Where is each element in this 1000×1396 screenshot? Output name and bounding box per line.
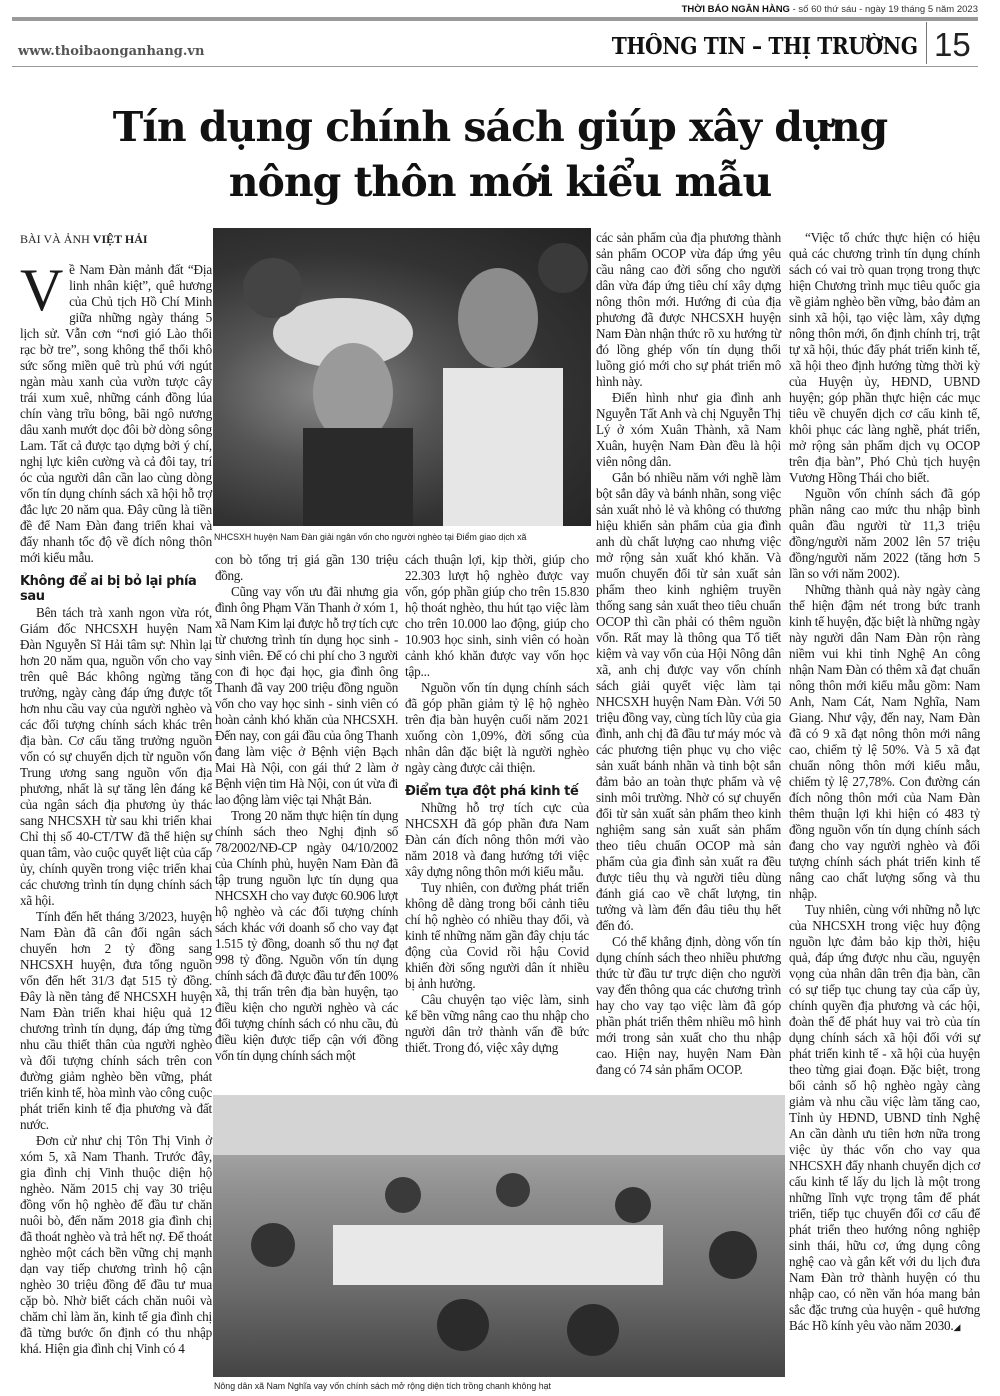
header-bar [12,17,978,21]
dropcap: V [20,257,64,323]
paragraph [789,902,980,1335]
paragraph: cách thuận lợi, kịp thời, giúp cho 22.303 lượt hộ nghèo được vay vốn, góp phần giúp cho trên 15.830 hộ thoát nghèo, thu hút tạo việc làm cho trên 10.000 lao động, giúp cho 10.903 học sinh, sinh viên có hoàn cảnh khó khăn được vay vốn học tập... [405,552,589,679]
divider [926,22,927,64]
column-1 [20,257,212,1357]
end-mark: ◢ [953,1322,961,1332]
subheading: Không để ai bị bỏ lại phía sau [20,574,197,604]
divider [12,66,978,67]
paper-name: THỜI BÁO NGÂN HÀNG [681,4,790,15]
article-title [40,100,960,210]
paragraph: Tuy nhiên, con đường phát triển không dễ dàng trong bối cảnh tiêu chí hộ nghèo có nhiều thay đổi, và kinh tế những năm gần đây chịu tác động của Covid rồi hậu Covid khiến đời sống người dân ít nhiều bị ảnh hưởng. [405,880,589,991]
lead-text: ề Nam Đàn mảnh đất “Địa linh nhân kiệt”, quê hương của Chủ tịch Hồ Chí Minh giữa những ngày tháng 5 lịch sử. Vẫn cơn “nơi gió Lào thổi rạc bờ tre”, song không thể thổi khô sức sống miền quê trù phú với ngút ngàn màu xanh của vườn tược cây trái xum xuê, những cánh đồng lúa chín vàng trĩu bông, bãi ngô nương dâu xanh mướt dọc đôi bờ dòng sông Lam. Tất cả được tạo dựng bởi ý chí, nghị lực kiên cường và cả đôi tay, trí óc của người dân cần lao cùng dòng vốn tín dụng chính sách xã hội hỗ trợ đắc lực 20 năm qua. Đây cũng là tiền đề để Nam Đàn đang triển khai và đẩy nhanh tốc độ về đích nông thôn mới kiểu mẫu. [20,262,212,565]
paragraph: con bò tổng trị giá gần 130 triệu đồng. [215,552,398,583]
column-4 [596,230,781,1078]
paragraph: Cũng vay vốn ưu đãi nhưng gia đình ông Phạm Văn Thanh ở xóm 1, xã Nam Kim lại được hỗ trợ tích cực từ chương trình tín dụng học sinh - sinh viên. Để có chi phí cho 3 người con đi học đại học, gia đình ông Thanh đã vay 200 triệu đồng nguồn vốn cho vay học sinh - sinh viên có hoàn cảnh khó khăn của NHCSXH. Đến nay, con gái đầu của ông Thanh đang làm việc ở Bệnh viện Bạch Mai Hà Nội, con gái thứ 2 làm ở Bệnh viện tim Hà Nội, con út vừa đi lao động làm việc tại Nhật Bản. [215,584,398,807]
section-title: THÔNG TIN – THỊ TRƯỜNG [612,33,918,60]
photo-farmers-at-transaction-point [213,1095,785,1377]
photo-caption: NHCSXH huyện Nam Đàn giải ngân vốn cho người nghèo tại Điểm giao dịch xã [214,532,527,543]
paragraph: Có thể khẳng định, dòng vốn tín dụng chính sách theo nhiều phương thức từ đầu tư trực diện cho người vay đến thông qua các chương trình hay cho vay tạo việc làm đã góp phần phát triển thêm nhiều mô hình mới trong sản xuất cho thu nhập cao. Hiện nay, huyện Nam Đàn đang có 74 sản phẩm OCOP. [596,934,781,1077]
paragraph: Điển hình như gia đình anh Nguyễn Tất Anh và chị Nguyễn Thị Lý ở xóm Xuân Thành, xã Nam Xuân, huyện Nam Đàn đều là hội viên nông dân. [596,390,781,469]
subheading: Điểm tựa đột phá kinh tế [405,784,579,799]
paragraph: Nguồn vốn tín dụng chính sách đã góp phần giảm tỷ lệ hộ nghèo trên địa bàn huyện cuối năm 2021 xuống còn 1,09%, đời sống của nhân dân đặc biệt là người nghèo ngày càng được cải thiện. [405,680,589,775]
page-number: 15 [934,26,971,63]
paragraph: Những hỗ trợ tích cực của NHCSXH đã góp phần đưa Nam Đàn cán đích nông thôn mới vào năm 2018 và đang hướng tới việc xây dựng nông thôn mới kiểu mẫu. [405,800,589,879]
paragraph: Đơn cử như chị Tôn Thị Vinh ở xóm 5, xã Nam Thanh. Trước đây, gia đình chị Vinh thuộc diện hộ nghèo. Năm 2015 chị vay 30 triệu đồng vốn hộ nghèo để đầu tư chăn nuôi bò, đến năm 2018 gia đình chị đã thoát nghèo và trả hết nợ. Để thoát nghèo một cách bền vững chị mạnh dạn vay tiếp chương trình hộ cận nghèo 30 triệu đồng để đầu tư mua cặp bò. Nhờ biết cách chăn nuôi và chăm chỉ làm ăn, kinh tế gia đình chị đã từng bước ổn định có thu nhập khá. Hiện gia đình chị Vinh có 4 [20,1133,212,1356]
paragraph-text: Tuy nhiên, cùng với những nỗ lực của NHCSXH trong việc huy động nguồn lực đảm bảo kịp thời, hiệu quả, đáp ứng được nhu cầu, nguyện vọng của nhân dân trên địa bàn, cần có sự tiếp tục chung tay của cấp ủy, chính quyền địa phương và các hội, đoàn thể để phát huy vai trò của tín dụng chính sách xã hội đối với sự phát triển kinh tế - xã hội của huyện theo từng giai đoạn. Đặc biệt, trong bối cảnh số hộ nghèo ngày càng giảm và nhu cầu việc làm tăng cao, Tỉnh ủy HĐND, UBND tỉnh Nghệ An cần dành ưu tiên hơn nữa trong việc ủy thác vốn cho vay qua NHCSXH đẩy nhanh chuyển dịch cơ cấu kinh tế lấy du lịch là một trong những lĩnh vực trọng tâm để phát triển, tiếp tục chuyển đổi cơ cấu để phát triển theo hướng nông nghiệp sinh thái, hữu cơ, ứng dụng công nghệ cao và gắn kết với du lịch đưa Nam Đàn trở thành huyện có thu nhập cao, có nền văn hóa mang bản sắc đặc trưng của huyện - quê hương Bác Hồ kính yêu vào năm 2030. [789,902,980,1333]
paragraph: Gắn bó nhiều năm với nghề làm bột sắn dây và bánh nhãn, song việc sản xuất nhỏ lẻ và không có thương hiệu khiến sản phẩm của gia đình anh dù chất lượng cao nhưng việc mở rộng sản xuất khó khăn. Và muốn chuyển đổi từ sản xuất sản phẩm theo kinh nghiệm truyền thống sang sản xuất theo tiêu chuẩn OCOP thì cần phải có thêm nguồn vốn. Rất may là thông qua Tổ tiết kiệm và vay vốn của Hội Nông dân xã, anh chị được vay vốn chính sách giải quyết việc làm tại NHCSXH huyện Nam Đàn. Với 50 triệu đồng vay, cùng tích lũy của gia đình, anh chị đã đầu tư máy móc và các phương tiện phục vụ cho việc sản xuất bánh nhãn và tinh bột sắn đảm bảo an toàn thực phẩm và vệ sinh môi trường. Nhờ có sự chuyển đổi từ sản xuất sản phẩm theo kinh nghiệm sang sản xuất sản phẩm theo tiêu chuẩn OCOP mà sản phẩm của gia đình sản xuất ra đều được tiêu thụ và người tiêu dùng đánh giá cao về chất lượng, tin tưởng và làm đến đâu tiêu thụ hết đến đó. [596,470,781,933]
paragraph: Tính đến hết tháng 3/2023, huyện Nam Đàn đã cân đối ngân sách chuyển hơn 2 tỷ đồng sang NHCSXH huyện, đưa tổng nguồn vốn đến hết 31/3 đạt 515 tỷ đồng. Đây là nền tảng để NHCSXH huyện Nam Đàn triển khai hiệu quả 12 chương trình tín dụng, đáp ứng từng nhu cầu thiết thân của người nghèo và đối tượng chính sách trên con đường giảm nghèo bền vững, phát triển kinh tế, hòa mình vào công cuộc phát triển kinh tế địa phương và đất nước. [20,909,212,1132]
title-line: nông thôn mới kiểu mẫu [228,158,772,206]
issue-info: - số 60 thứ sáu - ngày 19 tháng 5 năm 2023 [789,4,978,15]
column-5 [789,230,980,1335]
photo-illustration [213,1095,785,1377]
title-line: Tín dụng chính sách giúp xây dựng [112,103,888,151]
photo-bank-officer-with-farmer [213,228,591,526]
column-3 [405,552,589,1056]
lead-paragraph [20,257,212,566]
paragraph: Những thành quả này ngày càng thể hiện đậm nét trong bức tranh kinh tế huyện, đặc biệt là những ngày này người dân Nam Đàn rộn ràng niềm vui khi tỉnh Nghệ An công nhận Nam Đàn có thêm xã đạt chuẩn nông thôn mới kiểu mẫu gồm: Nam Anh, Nam Cát, Nam Nghĩa, Nam Giang. Như vậy, đến nay, Nam Đàn đã có 9 xã đạt nông thôn mới nâng cao, chiếm tỷ lệ 50%. Và 5 xã đạt chuẩn nông thôn mới kiểu mẫu, chiếm tỷ lệ 27,78%. Con đường cán đích nông thôn mới của Nam Đàn thêm thuận lợi khi hiện có 483 tỷ đồng nguồn vốn tín dụng chính sách đang cho vay người nghèo và đối tượng chính sách phát triển kinh tế nâng cao chất lượng sống và thu nhập. [789,582,980,901]
paragraph: các sản phẩm của địa phương thành sản phẩm OCOP vừa đáp ứng yêu cầu nâng cao đời sống cho người dân vừa đáp ứng tiêu chí xây dựng nông thôn mới. Hướng đi của địa phương đã được NHCSXH huyện Nam Đàn nhận thức rõ xu hướng từ đó lồng ghép vốn tín dụng thổi luồng gió mới cho sự phát triển mô hình này. [596,230,781,389]
byline-prefix: BÀI VÀ ẢNH [20,232,93,246]
byline-author: VIỆT HẢI [92,232,148,246]
website-url[interactable]: www.thoibaonganhang.vn [18,44,205,59]
issue-line [682,4,978,15]
paragraph: “Việc tổ chức thực hiện có hiệu quả các chương trình tín dụng chính sách có vai trò quan trọng trong thực hiện Chương trình mục tiêu quốc gia về giảm nghèo bền vững, bảo đảm an sinh xã hội, tạo việc làm, xây dựng nông thôn mới, ổn định chính trị, trật tự xã hội, thúc đẩy phát triển kinh tế, xã hội theo định hướng từng thời kỳ của Huyện ủy, HĐND, UBND huyện; góp phần thực hiện các mục tiêu về chuyển dịch cơ cấu kinh tế, khôi phục các làng nghề, phát triển, mở rộng sản phẩm dịch vụ OCOP trên địa bàn”, Phó Chủ tịch huyện Vương Hồng Thái cho biết. [789,230,980,485]
photo-illustration [213,228,591,526]
paragraph: Câu chuyện tạo việc làm, sinh kế bền vững nâng cao thu nhập cho người dân trở thành vấn đề bức thiết. Trong đó, việc xây dựng [405,992,589,1055]
photo-caption: Nông dân xã Nam Nghĩa vay vốn chính sách mở rộng diện tích trồng chanh không hạt [214,1381,551,1392]
byline [20,232,148,247]
paragraph: Nguồn vốn chính sách đã góp phần nâng cao mức thu nhập bình quân đầu người từ 11,3 triệu đồng/người năm 2002 lên 57 triệu đồng/người năm 2022 (tăng hơn 5 lần so với năm 2002). [789,486,980,581]
paragraph: Bên tách trà xanh ngon vừa rót, Giám đốc NHCSXH huyện Nam Đàn Nguyễn Sĩ Hải tâm sự: Nhìn lại hơn 20 năm qua, nguồn vốn cho vay trên quê Bác không ngừng tăng trưởng, ngày càng đáp ứng được tốt hơn nhu cầu vay của người nghèo và các đối tượng chính sách khác trên địa bàn. Cơ cấu tăng trưởng nguồn vốn có sự chuyển dịch từ nguồn vốn Trung ương sang nguồn vốn địa phương, nhất là sự tăng lên đáng kể của ngân sách địa phương ủy thác sang NHCSXH từ sau khi triển khai Chỉ thị số 40-CT/TW đã thể hiện sự quan tâm, vào cuộc quyết liệt của cấp ủy, chính quyền trong việc triển khai các chương trình tín dụng chính sách xã hội. [20,605,212,908]
paragraph: Trong 20 năm thực hiện tín dụng chính sách theo Nghị định số 78/2002/NĐ-CP ngày 04/10/2002 của Chính phủ, huyện Nam Đàn đã tập trung nguồn lực tín dụng qua NHCSXH cho vay được 60.906 lượt hộ nghèo và các đối tượng chính sách khác với doanh số cho vay đạt 1.515 tỷ đồng, doanh số thu nợ đạt 998 tỷ đồng. Nguồn vốn tín dụng chính sách đã được đầu tư đến 100% xã, thị trấn trên địa bàn huyện, tạo điều kiện cho người nghèo và các đối tượng chính sách có nhu cầu, đủ điều kiện được tiếp cận với đồng vốn tín dụng chính sách một [215,808,398,1063]
column-2 [215,552,398,1064]
